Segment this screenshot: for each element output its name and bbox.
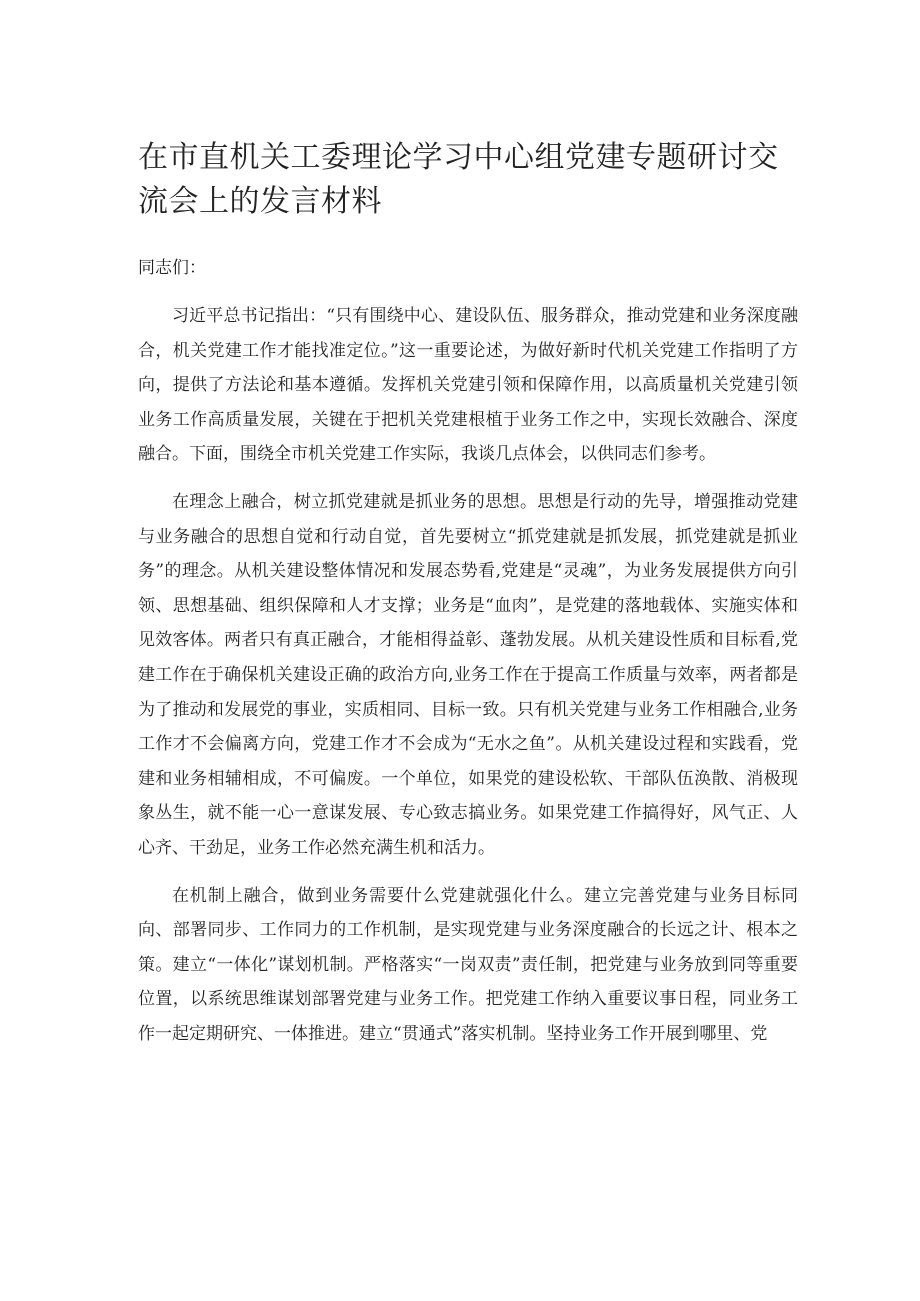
document-body xyxy=(138,299,798,1064)
paragraph-intro: 习近平总书记指出：“只有围绕中心、建设队伍、服务群众，推动党建和业务深度融合，机关党建工作才能找准定位。”这一重要论述，为做好新时代机关党建工作指明了方向，提供了方法论和基本遵循。发挥机关党建引领和保障作用，以高质量机关党建引领业务工作高质量发展，关键在于把机关党建根植于业务工作之中，实现长效融合、深度融合。下面，围绕全市机关党建工作实际，我谈几点体会，以供同志们参考。 xyxy=(138,306,798,465)
paragraph-concept-integration: 在理念上融合，树立抓党建就是抓业务的思想。思想是行动的先导，增强推动党建与业务融合的思想自觉和行动自觉，首先要树立“抓党建就是抓发展，抓党建就是抓业务”的理念。从机关建设整体情况和发展态势看,党建是“灵魂”，为业务发展提供方向引领、思想基础、组织保障和人才支撑；业务是“血肉”，是党建的落地载体、实施实体和见效客体。两者只有真正融合，才能相得益彰、蓬勃发展。从机关建设性质和目标看,党建工作在于确保机关建设正确的政治方向,业务工作在于提高工作质量与效率，两者都是为了推动和发展党的事业，实质相同、目标一致。只有机关党建与业务工作相融合,业务工作才不会偏离方向，党建工作才不会成为“无水之鱼”。从机关建设过程和实践看，党建和业务相辅相成，不可偏废。一个单位，如果党的建设松软、干部队伍涣散、消极现象丛生，就不能一心一意谋发展、专心致志搞业务。如果党建工作搞得好，风气正、人心齐、干劲足，业务工作必然充满生机和活力。 xyxy=(138,491,798,858)
document-title: 在市直机关工委理论学习中心组党建专题研讨交流会上的发言材料 xyxy=(138,140,779,219)
salutation: 同志们： xyxy=(138,258,206,278)
paragraph-mechanism-integration: 在机制上融合，做到业务需要什么党建就强化什么。建立完善党建与业务目标同向、部署同步、工作同力的工作机制，是实现党建与业务深度融合的长远之计、根本之策。建立“一体化”谋划机制。严格落实“一岗双责”责任制，把党建与业务放到同等重要位置，以系统思维谋划部署党建与业务工作。把党建工作纳入重要议事日程，同业务工作一起定期研究、一体推进。建立“贯通式”落实机制。坚持业务工作开展到哪里、党 xyxy=(138,885,798,1044)
